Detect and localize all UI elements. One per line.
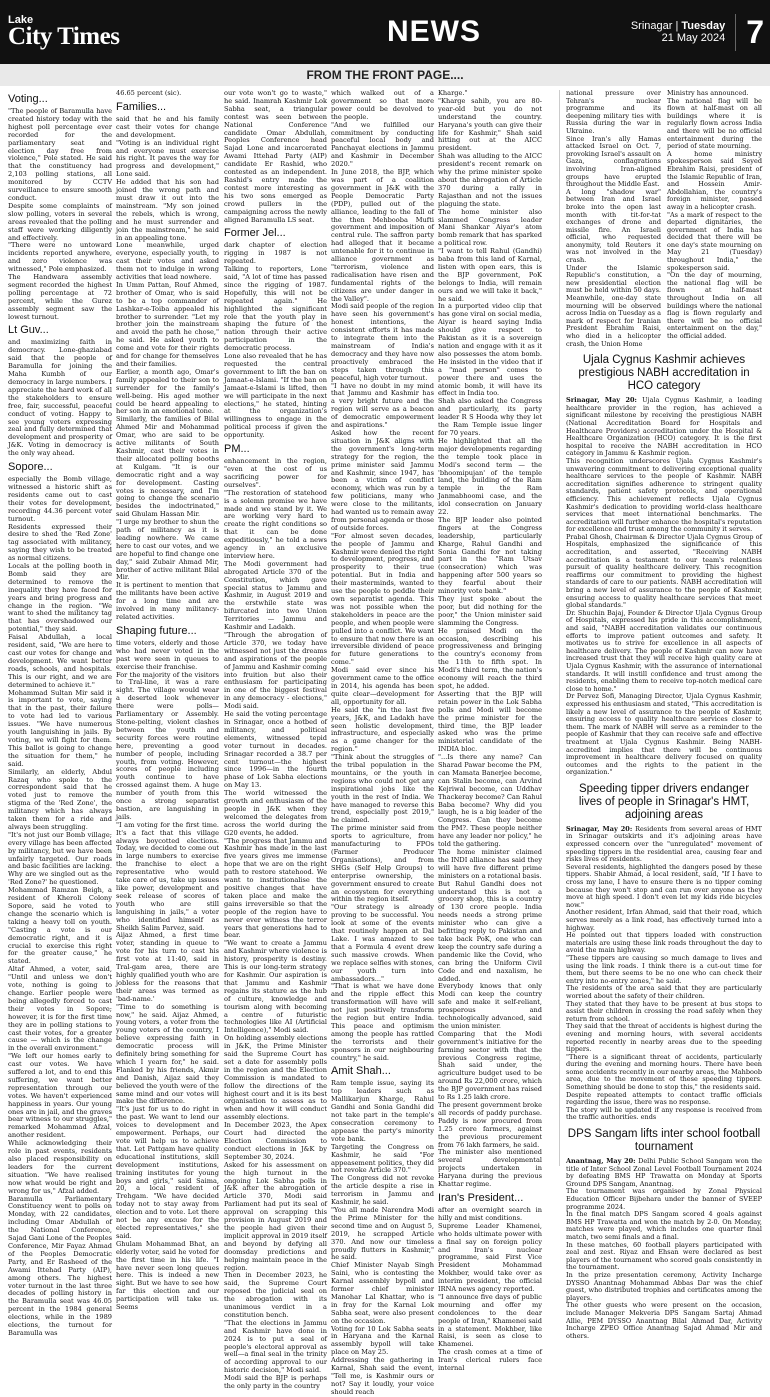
logo-top-text: Lake [8, 14, 34, 26]
paragraph: "I announce five days of public mourning and offer my condolences to the dear people of Iran," Khamenei said in a statement. Mokhber, like Raisi, is seen as close to Khamenei. [438, 1292, 542, 1349]
paragraph: "As a mark of respect to the departed dignitaries, the government of India has decided that there will be one day's state mourning on May 21 (Tuesday) throughout India," the spokesperson said. [667, 210, 762, 272]
city: Srinagar [630, 20, 673, 32]
paragraph: "I have no doubt in my mind that Jammu and Kashmir has a very bright future and the region will serve as a beacon of democratic empowerment and aspirations." [331, 381, 434, 430]
paragraph: Then in December 2023, he said, the Supreme Court reposed the judicial seal on the abrogation with its unanimous verdict in a constitution bench. [224, 1271, 327, 1319]
paragraph: While acknowledging their role in past events, residents also placed responsibility on leaders for the current situation. "We have realised now what would be right and wrong for us," Afzal added. [8, 1139, 112, 1195]
paragraph: enhancement in the region, "even at the cost of us sacrificing power for ourselves". [224, 457, 327, 489]
masthead [0, 0, 770, 64]
paragraph: Mohammad Ramzan Beigh, a resident of Kheroli Colony Sopore, said he voted to change the scenario which is taking a heavy toll on youth. "Casting a vote is our democratic right, and it is crucial to exercise this right for the greater cause," he stated. [8, 886, 112, 966]
paragraph: national pressure over Tehran's nuclear programme and its deepening military ties with Russia during the war in Ukraine. [566, 89, 661, 135]
paragraph: "I want to tell Rahul (Gandhi) baba from this land of Karnal, listen with open ears, this is the BJP government, PoK belongs to India, will remain ours and we will take it back," he said. [438, 247, 542, 303]
paragraph: He said the voting percentage in Srinagar, once a hotbed of militancy, and political elements, witnessed tepid voter turnout in decades. Srinagar recorded a 38.7 per cent turnout—the highest since 1996—in the fourth phase of Lok Sabha elections on May 13. [224, 710, 327, 790]
paragraph: "Through the abrogation of Article 370, we today have witnessed not just the dreams and aspirations of the people of Jammu and Kashmir coming into fruition but also their enthusiasm for participating in one of the biggest festival in any democracy - elections," Modi said. [224, 631, 328, 711]
paragraph: Comparing that the Modi government's initiative for the farming sector with that the previous Congress regime, Shah said under, the agriculture budget used to be around Rs 22,000 crore, which the BJP government has raised to Rs 1.25 lakh crore. [438, 1029, 542, 1102]
paragraph: They just spoke about the poor, but did nothing for the poor," the Union minister said slamming the Congress. [438, 595, 542, 627]
paragraph: Baramulla Parliamentary Constituency went to polls on Monday, with 22 candidates, including Omar Abdullah of the National Conference, Sajad Gani Lone of the Peoples Conference, Mir Fayaz Ahmad of the Peoples Democratic Party, and Er Rasheed of the Awami Ittehad Party (AIP), among others. The highest voter turnout in the last three decades of polling history in the Baramulla seat was 46.05 percent in the 1984 general elections, while in the 1989 elections, the turnout for Baramulla was [8, 1194, 113, 1337]
headline-families: Families... [116, 100, 167, 113]
paragraph: In December 2023, the Apex Court had directed the Election Commission to conduct elections in J&K by September 30, 2024. [224, 1121, 327, 1161]
paragraph: Locals at the polling booth in Bomb said they are determined to remove the inequality they have faced for years and bring progress and change in the region. "We want to shed the militancy tag that has overshadowed our potential," they said. [8, 562, 112, 634]
column-3 [224, 89, 328, 1391]
paragraph: Dr Pervez Sofi, Managing Director, Ujala Cygnus Kashmir, expressed his enthusiasm and stated, "This accreditation is likely a new level of assurance to the people of Kashmir, ensuring access to quality healthcare services closer to them. The mark of NABH will serve as a reminder to the people of Kashmir that they can receive safe and effective treatment at Ujala Cygnus Kashmir. Being NABH-accredited implies that there will be continuous improvement in healthcare delivery focused on quality outcomes and the rights to the patient in the organization." [566, 692, 762, 777]
paragraph: "Think about the struggles of the tribal population in the mountains, or the youth in regions who could not get any inspirational jobs like the youth in the rest of India. We have managed to reverse this trend, especially post 2019," he claimed. [331, 753, 434, 825]
paragraph: Everybody knows that only Modi can keep the country safe and make it self-reliant, prosperous and technologically advanced, said the union minister. [438, 982, 542, 1030]
headline-sopore: Sopore... [8, 461, 53, 474]
dateline: Srinagar, May 20: [566, 396, 637, 405]
paragraph: Voting for 10 Lok Sabha seats in Haryana and the Karnal assembly bypoll will take place on May 25. [331, 1324, 434, 1357]
paragraph: Prabal Ghosh, Chairman & Director Ujala Cygnus Group of Hospitals, emphasized the significance of this accreditation, and asserted, "Receiving NABH accreditation is a testament to our team's relentless pursuit of quality healthcare delivery. This recognition reaffirms our commitment to providing the highest standards of care to our patients. NABH accreditation will bring a new level of assurance to the people of Kashmir, ensuring access to quality healthcare services that meet global standards." [566, 532, 762, 610]
paragraph: Asked how the recent situation in J&K aligns with the government's long-term strategy for the region, the prime minister said Jammu and Kashmir, since 1947, has been a victim of conflict economy, which was run by a few politicians, many who were close to the militants, had wanted us to remain away from personal agenda or those of outside forces. [331, 428, 434, 532]
paragraph: A long "shadow war" between Iran and Israel broke into the open last month with tit-for-tat exchanges of drone and missile fire. An Israeli official, who requested anonymity, told Reuters it was not involved in the crash. [566, 187, 661, 265]
paragraph: Asked for his assessment on the high turnout in the ongoing Lok Sabha polls in J&K after the abrogation of Article 370, Modi said Parliament had put its seal of approval on scrapping this provision in August 2019 and the people had given their implicit approval in 2019 itself and beyond by defying all doomsday predictions and helping maintain peace in the region. [224, 1160, 327, 1272]
paragraph: said that he and his family cast their votes for change and development. [116, 114, 219, 139]
dateline: Srinagar, May 20: [566, 824, 633, 833]
paragraph: Shah also asked the Congress and particularly, its party leader R S Hooda why they let the Ram Temple issue linger for 70 years. [438, 397, 542, 437]
paragraph: The world witnessed the growth and enthusiasm of the people in J&K when they welcomed the delegates from across the world during the G20 events, he added. [224, 789, 327, 837]
city-day-line: Srinagar | Tuesday [630, 20, 726, 32]
paragraph: "There were no untoward incidents reported anywhere, and zero violence was witnessed," Pole emphasized. [8, 241, 112, 274]
column-4 [331, 89, 434, 1396]
paragraph: In June 2018, the BJP, which was part of a coalition government in J&K with the People Democratic Party (PDP), pulled out of the alliance, leading to the fall of the then Mehbooba Mufti government and imposition of central rule. The saffron party had alleged that it became untenable for it to continue in alliance government as "terrorism, violence and radicalisation have risen and fundamental rights of the citizens are under danger in the Valley". [331, 168, 434, 303]
paragraph: "For almost seven decades, the people of Jammu and Kashmir were denied the right to development, progress, and prosperity to their true potential. But in India and their masterminds, wanted to use the people to peddle their own separatist agenda. This was not possible when the stakeholders in peace are the people, and when people were pulled into a conflict. We want to ensure that now there is an irreversible dividend of peace for future generations to come." [331, 531, 434, 667]
paragraph: In Umm Pattan, Rouf Ahmed, brother of Omar, who is said to be a top commander of Lashkar-e-Toiba appealed his brother to surrender. "Let my brother join the mainstream and avoid the path he chose," he said. He asked youth to come and vote for their rights and for change for themselves and their families. [116, 280, 219, 368]
paragraph: Mohammad Sultan Mir said it is important to vote, saying that in the past, their failure to vote had led to various issues. "We have numerous youth languishing in jails. By voting, we will fight for them. This ballot is going to change the situation for them," he said. [8, 688, 112, 768]
paragraph: He pointed out that tippers loaded with construction materials are using these link roads throughout the day to avoid the main highway. [566, 931, 762, 955]
paragraph: "Our strategy is already proving to be successful. You look at some of the events that routinely happen at Dal Lake. I was amazed to see that a Formula 4 event drew such massive crowds. When we replace selfies with stones, our youth turn into ambassadors..." [331, 903, 434, 983]
paragraph: "That is what we have done and the ripple effect this transformation will have will not just positively transform the region but entire India. This peace and optimism among the people has rattled the terrorists and their sponsors in our neighbouring country," he said. [331, 982, 434, 1062]
paragraph: time voters, elderly and those who had never voted in the past were seen in queues to exercise their franchise. [116, 638, 219, 671]
paragraph: "...Is there any name? Can Sharad Pawar become the PM, can Mamata Banerjee become, can Stalin become, can Arvind Kejriwal become, can Uddhav Thackeray become? Can Rahul Baba become? Why did you laugh, he is a big leader of the Congress. Can they become the PM?. These people neither have any leader nor policy," he told the gathering. [438, 753, 542, 849]
paragraph: Kharge." [438, 89, 468, 97]
paragraph: which walked out of a government so that more power could be devolved to the people. [331, 89, 434, 121]
column-1 [8, 90, 113, 1337]
headline-shaping-future: Shaping future... [116, 624, 197, 637]
paragraph: The story will be updated if any response is received from the traffic authorities. ends [566, 1105, 762, 1122]
paragraph: "There is a significant threat of accidents, particularly during the evening and morning hours. There have been some accidents recently in our nearby areas, the Mahboob area, due to the movement of these speeding tippers. Something should be done to stop this," the residents said. [566, 1052, 762, 1092]
paragraph: The Modi government had abrogated Article 370 of the Constitution, which gave special status to Jammu and Kashmir, in August 2019 and the erstwhile state was bifurcated into two Union Territories — Jammu and Kashmir and Ladakh. [224, 559, 327, 632]
headline-lt-guv: Lt Guv... [8, 324, 49, 337]
paragraph: "The restoration of statehood is a solemn promise we have made and we stand by it. We are working very hard to create the right conditions so that it can be done expeditiously," he told a news agency in an exclusive interview here. [224, 488, 327, 560]
paragraph: Ministry has announced. [667, 89, 749, 97]
paragraph: Dr. Shuchin Bajaj, Founder & Director Ujala Cygnus Group of Hospitals, expressed his pride in this accomplishment, and said, "NABH accreditation validates our continuous efforts to improve patient outcomes and safety. It motivates us to strive for excellence in all aspects of healthcare delivery. The people of Kashmir can now have increased trust that they will receive high quality care at Ujala Cygnus Kashmir, with the assurance of international standards. It will instill confidence and trust among the residents, enabling them to receive top-notch medical care close to home." [566, 608, 762, 693]
headline-pm: PM... [224, 443, 250, 456]
headline-dps-sangam: DPS Sangam lifts inter school football tournament [567, 1128, 761, 1154]
paragraph: "That the elections in Jammu and Kashmir have done in 2024 is to put a seal of people's electoral approval as well—a final seal in the trinity of according approval to our historic decision," Modi said. [224, 1318, 327, 1375]
headline-ujala-cygnus: Ujala Cygnus Kashmir achieves prestigious NABH accreditation in HCO category [578, 354, 750, 393]
date-area [620, 0, 770, 64]
paragraph: The residents of the area said that they are particularly worried about the safety of their children. [566, 984, 762, 1000]
paragraph: Shah was alluding to the AICC president's recent remark on why the prime minister spoke about the abrogation of Article 370 during a rally in Rajasthan and not the issues plaguing the state. [438, 152, 542, 208]
paragraph: This recognition underscores Ujala Cygnus Kashmir's unwavering commitment to delivering exceptional quality healthcare services to the people of Kashmir. NABH accreditation signifies adherence to stringent quality standards, patient safety protocols, and operational efficiency. This achievement reflects Ujala Cygnus Kashmir's dedication to providing world-class healthcare services that meet international benchmarks. The accreditation will further enhance the hospital's reputation for excellence and trust among the community it serves. [566, 456, 762, 534]
iran-continued-block [566, 90, 762, 348]
paragraph: In the prize presentation ceremony, Activity Incharge DYSSO Anantnag Mohammad Abbas Dar was the chief guest, who distributed trophies and certificates among the players. [566, 1270, 762, 1302]
paragraph: On holding assembly elections in J&K, the Prime Minister said the Supreme Court has set a date for assembly polls in the region and the Election Commission is mandated to follow the directions of the highest court and it is its best organisation to assess as to when and how it will conduct assembly elections. [224, 1034, 327, 1122]
paragraph: But Rahul Gandhi does not understand this is not a grocery shop, this is a country of 130 crore people. India needs needs a strong prime minister who can give a befitting reply to Pakistan and take back PoK, one who can keep the country safe during a pandemic like the Covid, who can bring the Uniform Civil Code and end naxalism, he added. [438, 879, 542, 983]
paragraph: The tournament was organised by Zonal Physical Education Officer Bijbehara under the banner of SVEEP programme 2024. [566, 1187, 762, 1211]
paragraph: Under the Islamic Republic's constitution, a new presidential election must be held within 50 days. [566, 263, 661, 295]
paragraph: The Congress did not revoke the article despite a rise in terrorism in Jammu and Kashmir, he said. [331, 1174, 434, 1207]
paragraph: Addressing the gathering in Karnal, Shah said the event, "Tell me, is Kashmir ours or not? Say it loudly, your voice should reach [331, 1356, 434, 1396]
paragraph: 46.65 percent (sic). [116, 89, 182, 97]
paragraph: Altaf Ahmed, a voter, said, "Until and unless we don't vote, nothing is going to change. Earlier people were being allegedly forced to cast their votes in Sopore; however, it is for the first time they are in polling stations to cast their votes, for a greater cause — which is the change in the overall environment." [8, 965, 112, 1053]
paragraph: "I urge my brother to shun the path of militancy as it is leading nowhere. We came here to cast our votes, and we are hopeful to find change one day," said Zubair Ahmad Mir, brother of active militant Bilal Mir. [116, 518, 219, 582]
paragraph: He said the "in the last five years, J&K, and Ladakh have seen holistic development, infrastructure, and especially as a game changer for the region." [331, 705, 434, 754]
paragraph: "We left our homes early to cast our votes. We have suffered a lot, and to end this suffering, we want better representation through our votes. We haven't experienced happiness in years. Our young ones are in jail, and the graves bear witness to our struggles," remarked Mohammad Afzal, another resident. [8, 1052, 112, 1140]
paragraph: Meanwhile, one-day state mourning will be observed across India on Tuesday as a mark of respect for Iranian President Ebrahim Raisi, who died in a helicopter crash, the Union Home [566, 294, 662, 348]
paragraph: For the majority of the visitors to Tral-line, it was a rare sight. The village would wear a deserted look whenever there were polls—Parliamentary or Assembly. Stone-pelting, violent clashes between the youth and security forces were routine here, preventing a good number of people, including youth, from voting. However, scores of people including youth continue to have crossed against them. A huge number of youth from this once a strong separatist bastion, are languishing in jails. [116, 670, 219, 821]
paragraph: Similarly, an elderly, Abdul Razaq who spoke to the correspondent said that he voted just to remove the stigma of the 'Red Zone', the militancy which has always taken them for a ride and always been struggling. [8, 767, 112, 831]
paragraph: He highlighted that all the major developments regarding the temple took place in Modi's second term — the 'bhoomipujan' of the temple land, the building of the Ram temple in the Ram Janmabhoomi case, and the idol consecration on January 22. [438, 436, 542, 517]
paragraph: Since Iran's ally Hamas attacked Israel on Oct. 7, provoking Israel's assault on Gaza, conflagrations involving Iran-aligned groups have erupted throughout the Middle East. [566, 134, 661, 189]
iran-continued-left [566, 90, 661, 348]
paragraph: "Kharge sahib, you are 80-year-old but you do not understand the country. Haryana's youth can give their life for Kashmir," Shah said hitting out at the AICC president. [438, 96, 542, 153]
paragraph: The prime minister said from sports to agriculture, from manufacturing to FPOs (Farmer Producer Organisations), and from SHGs (Self Help Groups) to enterprise ownership, the government ensured to create an ecosystem for everything within the region itself. [331, 824, 434, 904]
headline-voting: Voting... [8, 93, 48, 105]
paragraph: "Voting is an individual right and everyone must exercise his right. It paves the way for progress and development," Lone said. [116, 138, 219, 179]
paragraph: Talking to reporters, Lone said, "A lot of time has passed since the rigging of 1987. Hopefully, this will not be repeated again." He highlighted the significant role that the youth play in shaping the future of the nation through their active participation in the democratic process. [224, 265, 327, 353]
paragraph: Lone also revealed that he has requested the central government to lift the ban on Jamaat-e-Islami. "If the ban on Jamaat-e-Islami is lifted, then we will participate in the next elections," he stated, hinting at the organization's willingness to engage in the political process if given the opportunity. [224, 352, 327, 440]
paragraph: In the final match DPS Sangam scored 4 goals against BMS HP Trawatta and won the match by 2-0. On Monday, matches were played, which includes one quarter final match, two semi finals and a final. [566, 1210, 762, 1241]
paragraph: Modi said people of the region have seen his government's honest intentions, the consistent efforts it has made to integrate them into the mainstream of India's democracy and they have now proactively embraced the steps taken through this peaceful, high voter turnout. [331, 302, 434, 382]
paragraph: Targeting the Congress on Kashmir, he said "For appeasement politics, they did not revoke Article 370." [331, 1142, 434, 1175]
paragraph: "The progress that Jammu and Kashmir has made in the last five years gives me immense hope that we are on the right path to restore statehood. We want to institutionalise the positive changes that have taken place and make the gains irreversible so that the people of the region have to never ever witness the terror years that generations had to bear. [224, 836, 327, 940]
paragraph: The crash comes at a time of Iran's clerical rulers face internal [438, 1348, 542, 1373]
date-block [631, 20, 725, 44]
paragraph: A home ministry spokesperson said Seyed Ebrahim Raisi, president of the Islamic Republic of Iran, and Hossein Amir-Abdollahian, the country's foreign minister, passed away in a helicopter crash. [667, 149, 762, 211]
paragraph: Despite repeated attempts to contact traffic officials regarding the issue, there was no response. [566, 1090, 762, 1107]
paragraph: Ram temple issue, saying its top leaders such as Mallikarjun Kharge, Rahul Gandhi and Sonia Gandhi did not take part in the temple's consecration ceremony to appease the party's minority vote bank. [331, 1079, 434, 1143]
paragraph: The home minister also slammed Congress leader Mani Shankar Aiyar's atom bomb remark that has sparked a political row. [438, 207, 542, 248]
paragraph-text: Ujala Cygnus Kashmir, a leading healthcare provider in the region, has achieved a significant milestone by receiving the prestigious NABH (National Accreditation Board for Hospitals and Healthcare Providers) accreditation under the Hospital & Healthcare Organization (HCO) category. It is the first hospital to receive the NABH accreditation in HCO category in Jammu & Kashmir region. [566, 396, 763, 458]
paragraph [566, 1158, 762, 1188]
paragraph: "You all made Narendra Modi the Prime Minister for the second time and on August 5, 2019, he scrapped Article 370. And now our timeless proudly flutters in Kashmir," he said. [331, 1205, 434, 1262]
paragraph: "The people of Baramulla have created history today with the highest poll percentage ever recorded for the parliamentary seat and election day free from violence," Pole stated. He said that the constituency had 2,103 polling stations, all monitored by CCTV surveillance to ensure smooth conduct. [8, 107, 112, 202]
paragraph [566, 397, 762, 458]
paragraph: Aijaz Ahmed, a first time voter, standing in queue to vote for his turn to cast his first vote at 11:40, said in Tral-gam area, there are highly qualified youth who are jobless for the reasons that their areas was termed as 'bad-name.' [116, 931, 219, 1003]
paragraph: Similarly, the families of Bilal Ahmed Mir and Mohammad Omar, who are said to be active militants of South Kashmir, cast their votes in their allocated polling booths at Kulgam. "It is our democratic right and a way for development. Casting votes is necessary, and I'm going to change the scenario besides the indoctrinated," said Ghulam Hassan Mir. [116, 415, 219, 519]
paragraph: The present government broke all records of paddy purchase. Paddy is now procured from 1.25 crore farmers, against the previous procurement from 76 lakh farmers, he said. [438, 1101, 542, 1149]
paragraph: The home minister claimed the INDI alliance has said they will have five different prime ministers on a rotational basis. [438, 848, 542, 880]
paragraph: They said that the threat of accidents is highest during the evening and morning hours, with several accidents reported recently in nearby areas due to the speeding tippers. [566, 1022, 762, 1054]
paragraph: and maximizing faith in democracy. Lone-ghaziabad said that the people of Baramulla for joining the Maha Kumbh of our democracy in large numbers. I appreciate the hard work of all the stakeholders to ensure free, fair, successful, peaceful conduct of voting. Happy to see young voters expressing zeal and fully determined that development and prosperity of J&K. Voting in democracy is the only way ahead. [8, 338, 112, 458]
paragraph: The BJP leader also pointed fingers at the Congress leadership, particularly Kharge, Rahul Gandhi and Sonia Gandhi for not taking part in the "Ram Utsav (consecration) which was happening after 500 years so they fearful about their minority vote bank." [438, 515, 542, 596]
paragraph: Modi said ever since his government came to the office in 2014, his agenda has been quite clear—development for all, opportunity for all. [331, 666, 434, 706]
headline-amit-shah: Amit Shah... [331, 1065, 391, 1078]
paragraph: He added that his son had joined the wrong path and must draw it out into the mainstream. "My son joined the rebels, which is wrong, and he must surrender and join the mainstream," he said in an appealing tone. [116, 178, 219, 242]
paragraph: Lone meanwhile, urged everyone, especially youth, to cast their votes and asked them not to indulge in wrong activities that lead nowhere. [116, 241, 219, 282]
section-title: NEWS [387, 15, 481, 48]
paragraph: "These tippers are causing so much damage to lives and using the link roads. I think there is a cut-out time for them, but there seems to be no one who can check their entry into no-entry zones," he said. [566, 953, 762, 985]
paragraph: dark chapter of election rigging in 1987 is not repeated. [224, 241, 327, 266]
paragraph: The Handwara assembly segment recorded the highest polling percentage at 72 percent, while the Gurez assembly segment saw the lowest turnout. [8, 273, 112, 321]
section-title-area [128, 0, 620, 64]
paragraph: after an overnight search in hilly and mist conditions. [438, 1205, 542, 1222]
column-divider [559, 90, 560, 1166]
paragraph: Another resident, Irfan Ahmad, said that their road, which serves merely as a link road, has effectively turned into a highway. [566, 908, 762, 932]
column-2 [116, 89, 219, 1312]
paragraph: "It's not just our Bomb village; every village has been affected by militancy, but we have been unfairly targeted. Our roads and basic facilities are lacking. Why are we singled out as the 'Red Zone?' he questioned. [8, 830, 112, 887]
paragraph: especially the Bomb village, witnessed a historic shift as residents came out to cast their votes for development, recording 44.36 percent voter turnout. [8, 475, 112, 523]
paragraph: Chief Minister Nayab Singh Saini, who is contesting the Karnal assembly bypoll and former chief minister Manohar Lal Khattar, who is in fray for the Karnal Lok Sabha seat, were also present on the occasion. [331, 1261, 434, 1325]
date: 21 May 2024 [661, 32, 726, 44]
paragraph: They stated that they have to be present at bus stops to assist their children in crossing the road safely when they return from school. [566, 999, 762, 1023]
paragraph: It is pertinent to mention that the militants have been active for a long time and are involved in many militancy-related activities. [116, 581, 219, 621]
paragraph: Despite some complaints of slow polling, voters in several areas revealed that the polling staff were working diligently and effectively. [8, 201, 112, 242]
column-5 [438, 89, 542, 1373]
paragraph-text: Delhi Public School Sangam won the title of Inter School Zonal Level Football Tournament 2024 by defeating BMS HP Trawatta on Monday at Sports Ground DPS Sangam, Anantnag. [566, 1157, 762, 1188]
paragraph: Earlier, a month ago, Omar's family appealed to their son to surrender for the family's well-being. His aged mother could be heard appealing to her son in an emotional tone. [116, 367, 219, 416]
paragraph: Faisal Abdullah, a local resident, said, "We are here to cast our votes for change and development. We want better roads, schools, and hospitals. This is our right, and we are determined to achieve it." [8, 633, 112, 689]
headline-former-jel: Former Jel... [224, 227, 286, 240]
paragraph: "And we fulfilled our commitment by conducting peaceful local body and Panchayat elections in Jammu and Kashmir in December 2020." [331, 120, 434, 169]
paragraph: Several residents, highlighted the dangers posed by these tippers. Shabir Ahmad, a local resident, said, "If I have to cross my lane, I have to ensure there is no tipper coming because they won't stop and can run over anyone as they move at high speed. I don't even let my kids ride bicycles now." [566, 862, 762, 909]
paragraph: Residents expressed their desire to shed the 'Red Zone' tag associated with militancy, saying they wish to be treated as normal citizens. [8, 522, 112, 563]
column-6 [566, 89, 763, 1340]
paragraph: "It's just for us to do right in the past. We want to lend our voices to development and empowerment. Perhaps, our vote will help us to achieve that. Let Pattgam have quality educational institutions, skill development institutions, training institutes for young boys and girls," said Saima, 20, a local resident of Trehgam. "We have decided today not to stay away from election and to vote. Let there not be any excuse for the elected representatives," she said. [116, 1105, 219, 1240]
iran-continued-right [667, 90, 762, 348]
paragraph: Modi said the BJP is perhaps the only party in the country [224, 1374, 327, 1391]
paragraph: "We want to create a Jammu and Kashmir where violence is history, prosperity is destiny. This is our long-term strategy for Kashmir. Our aspiration is that Jammu and Kashmir regains its stature as the hub of culture, knowledge and tourism along with becoming a centre of futuristic technologies like AI (Artificial Intelligence)," Modi said. [224, 939, 327, 1035]
paragraph: The minister also mentioned several developmental projects undertaken in Haryana during the previous Khattar regime. [438, 1148, 542, 1189]
newspaper-logo [0, 0, 128, 64]
paragraph: The national flag will be flown at half-mast on all buildings where it is regularly flown across India and there will be no official entertainment during the period of state mourning. [667, 96, 762, 151]
paragraph: "Time to do something is now," he said. Aijaz Ahmed, young voters, a voter from the young voters of the country, I believe expressing faith in democratic process will definitely bring something for which I yearn for," he said. Flanked by his friends, Akmir and Danish, Aijaz said they believed the youth were of the same mind and our votes will make the difference. [116, 1002, 219, 1106]
paragraph: He praised Modi on the occasion, describing his progressiveness and bringing the country's economy from the 11th to fifth spot. In Modi's third term, the nation's economy will reach the third spot, he added. [438, 626, 542, 690]
paragraph: The other guests who were present on the occasion, include Manager Mekveria DPS Sangam Sartaj Ahmad Allie, PEM DYSSO Anantnag Bilal Ahmad Dar, Activity Incharge ZPEO Office Anantnag Sajad Ahmad Mir and others. [566, 1301, 762, 1340]
headline-speeding-tipper: Speeding tipper drivers endanger lives of people in Srinagar's HMT, adjoining areas [578, 782, 750, 821]
paragraph-text: Residents from several areas of HMT in Srinagar outskirts and it's adjoining areas have expressed concern over the "unregulated" movement of speeding tippers in the residential area, causing fear and risks lives of residents. [566, 824, 762, 864]
paragraph: our vote won't go to waste," he said. Inamrah Kashmir Lok Sabha seat, a triangular contest was seen between National Conference candidate Omar Abdullah, Peoples Conference head Sajad Lone and incarcerated Awami Ittehad Party (AIP) candidate Er Rashid, who contested as an independent. Rashid's entry made the contest more interesting as his two sons emerged as crowd pullers in the campaigning across the newly aligned Baramulla LS seat. [224, 89, 327, 224]
paragraph: In these matches, 60 football players participated with zeal and zest. Riyaz and Ehsan were declared as best players of the tournament who scored goals consistently in the tournament. [566, 1240, 762, 1272]
paragraph: Supreme Leader Khamenei, who holds ultimate power with a final say on foreign policy and Iran's nuclear programme, said First Vice President Mohammad Mokhber, would take over as interim president, the official IRNA news agency reported. [438, 1221, 542, 1294]
paragraph: "On the day of mourning, the national flag will be flown at half-mast throughout India on all buildings where the national flag is flown regularly and there will be no official entertainment on the day," the official added. [667, 271, 762, 340]
page-number: 7 [735, 14, 764, 51]
paragraph: Asserting that the BJP will retain power in the Lok Sabha polls and Modi will become the prime minister for the third time, the BJP leader asked who was the prime ministerial candidate of the INDIA bloc. [438, 689, 542, 754]
day: Tuesday [681, 20, 726, 32]
front-page-banner: FROM THE FRONT PAGE.... [0, 64, 770, 86]
dateline: Anantnag, May 20: [566, 1157, 636, 1166]
paragraph: Ghulam Mohammad Bhat, an elderly voter, said he voted for the first time in his life. "I have never seen long queues here. This is indeed a new sight. But we have to see how far this election and our participation will take us. Seems [116, 1239, 219, 1312]
paragraph [566, 826, 762, 864]
logo-main-text: City Times [8, 23, 120, 50]
paragraph: In a purported video clip that has gone viral on social media, Aiyar is heard saying India should give respect to Pakistan as it is a sovereign nation and engage with it as it also possesses the atom bomb. He insisted in the video that if a "mad person" comes to power there and uses the atomic bomb, it will have its effect in India too. [438, 302, 542, 398]
headline-irans-president: Iran's President... [438, 1191, 524, 1204]
paragraph: "I am voting for the first time. It's a fact that this village always boycotted elections. Today, we decided to come out in large numbers to exercise the franchise to elect a representative who would take care of us, take up issues like power, development and seek release of scores of youth who are still languishing in jails," a voter who identified himself as Sheikh Salim Parvez, said. [116, 820, 219, 932]
